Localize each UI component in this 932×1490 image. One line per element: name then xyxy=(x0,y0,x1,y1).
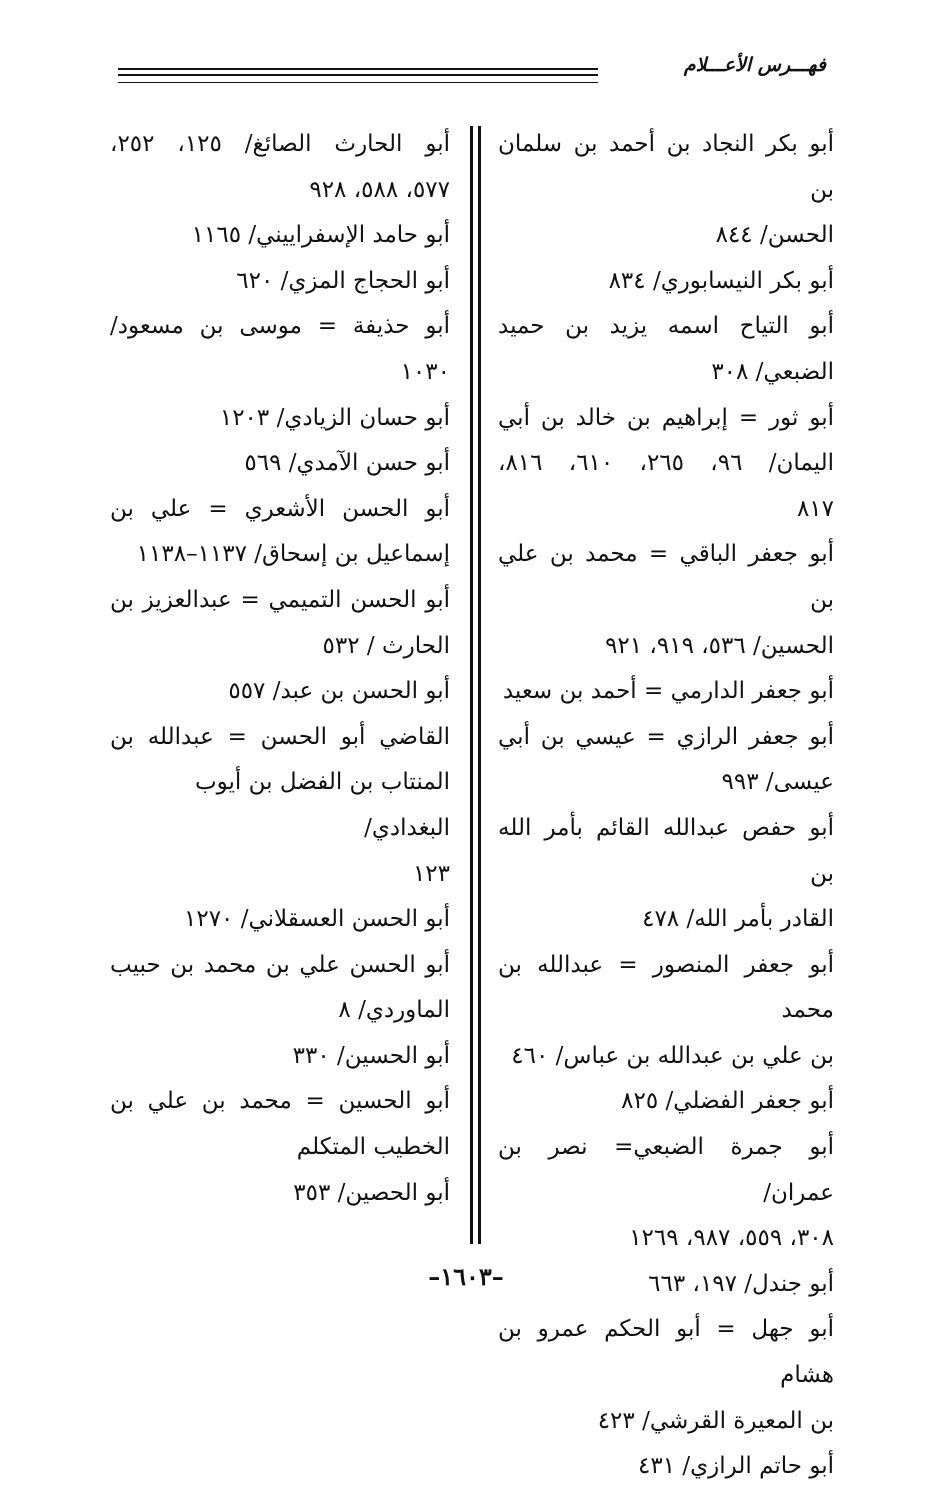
index-line: أبو جعفر الرازي = عيسي بن أبي xyxy=(498,723,834,750)
index-line: أبو الحسن الأشعري = علي بن xyxy=(110,495,450,522)
index-line: أبو الحجاج المزي/ ٦٢٠ xyxy=(236,267,450,294)
index-line: الضبعي/ ٣٠٨ xyxy=(711,358,834,385)
index-line: أبو الحارث الصائغ/ ١٢٥، ٢٥٢، xyxy=(110,131,450,157)
index-line: اليمان/ ٩٦، ٢٦٥، ٦١٠، ٨١٦، xyxy=(498,450,835,477)
index-line: القادر بأمر الله/ ٤٧٨ xyxy=(642,906,834,933)
header-rule xyxy=(118,74,598,76)
index-line: الخطيب المتكلم xyxy=(296,1134,450,1161)
index-line: أبو ثور = إبراهيم بن خالد بن أبي xyxy=(498,404,834,431)
index-line: الحسين/ ٥٣٦، ٩١٩، ٩٢١ xyxy=(605,632,834,659)
header-rule xyxy=(118,68,598,70)
index-line: أبو حسن الآمدي/ ٥٦٩ xyxy=(244,450,450,477)
index-line: أبو جمرة الضبعي= نصر بن عمران/ xyxy=(498,1134,834,1206)
index-line: ٣٠٨، ٥٥٩، ٩٨٧، ١٢٦٩ xyxy=(629,1225,834,1252)
index-line: بن المعيرة القرشي/ ٤٢٣ xyxy=(597,1407,834,1434)
index-line: الماوردي/ ٨ xyxy=(338,997,450,1024)
index-line: عيسى/ ٩٩٣ xyxy=(721,769,834,796)
index-line: أبو حسان الزيادي/ ١٢٠٣ xyxy=(219,404,450,431)
index-line: القاضي أبو الحسن = عبدالله بن xyxy=(110,723,450,750)
index-line: المنتاب بن الفضل بن أيوب البغدادي/ xyxy=(194,769,450,841)
index-line: أبو جعفر الدارمي = أحمد بن سعيد xyxy=(502,678,834,705)
index-line: أبو الحسين = محمد بن علي بن xyxy=(110,1088,450,1115)
index-line: أبو الحسن بن عبد/ ٥٥٧ xyxy=(228,678,450,705)
running-title: فهـــرس الأعـــلام xyxy=(683,54,826,76)
index-line: ١٢٣ xyxy=(412,860,450,887)
index-line: أبو جندل/ ١٩٧، ٦٦٣ xyxy=(648,1270,834,1297)
index-line: أبو جعفر المنصور = عبدالله بن محمد xyxy=(498,951,834,1024)
index-line: أبو بكر النيسابوري/ ٨٣٤ xyxy=(608,267,834,294)
column-divider xyxy=(470,126,473,1244)
index-line: أبو جعفر الفضلي/ ٨٢٥ xyxy=(621,1088,834,1115)
index-line: أبو الحسن التميمي = عبدالعزيز بن xyxy=(110,586,450,613)
index-line: أبو حاتم الرازي/ ٤٣١ xyxy=(638,1453,834,1480)
index-line: أبو حذيفة = موسى بن مسعود/ xyxy=(110,313,450,340)
page-header xyxy=(118,52,826,92)
index-line: أبو حامد الإسفراييني/ ١١٦٥ xyxy=(191,222,450,249)
index-line: أبو الحصين/ ٣٥٣ xyxy=(293,1179,450,1206)
index-line: إسماعيل بن إسحاق/ ١١٣٧–١١٣٨ xyxy=(136,541,450,568)
index-line: أبو الحسن العسقلاني/ ١٢٧٠ xyxy=(184,906,450,933)
index-line: أبو الحسين/ ٣٣٠ xyxy=(292,1042,450,1069)
index-line: أبو حفص عبدالله القائم بأمر الله بن xyxy=(498,814,834,887)
index-line: ١٠٣٠ xyxy=(400,358,450,385)
index-line: أبو جعفر الباقي = محمد بن علي بن xyxy=(498,541,834,613)
index-line: بن علي بن عبدالله بن عباس/ ٤٦٠ xyxy=(511,1042,834,1069)
index-line: الحارث / ٥٣٢ xyxy=(322,632,450,659)
index-line: أبو جهل = أبو الحكم عمرو بن هشام xyxy=(498,1316,834,1389)
header-rule xyxy=(118,82,598,83)
index-line: الحسن/ ٨٤٤ xyxy=(715,222,834,249)
index-column-left xyxy=(110,122,450,1216)
index-line: أبو التياح اسمه يزيد بن حميد xyxy=(498,313,834,340)
index-line: ٥٧٧، ٥٨٨، ٩٢٨ xyxy=(309,176,450,203)
index-line: أبو الحسن علي بن محمد بن حبيب xyxy=(110,951,450,978)
column-divider xyxy=(478,126,481,1244)
index-line: أبو بكر النجاد بن أحمد بن سلمان بن xyxy=(498,131,834,203)
page-number: –١٦٠٣– xyxy=(428,1262,504,1291)
index-line: ٨١٧ xyxy=(796,495,834,522)
